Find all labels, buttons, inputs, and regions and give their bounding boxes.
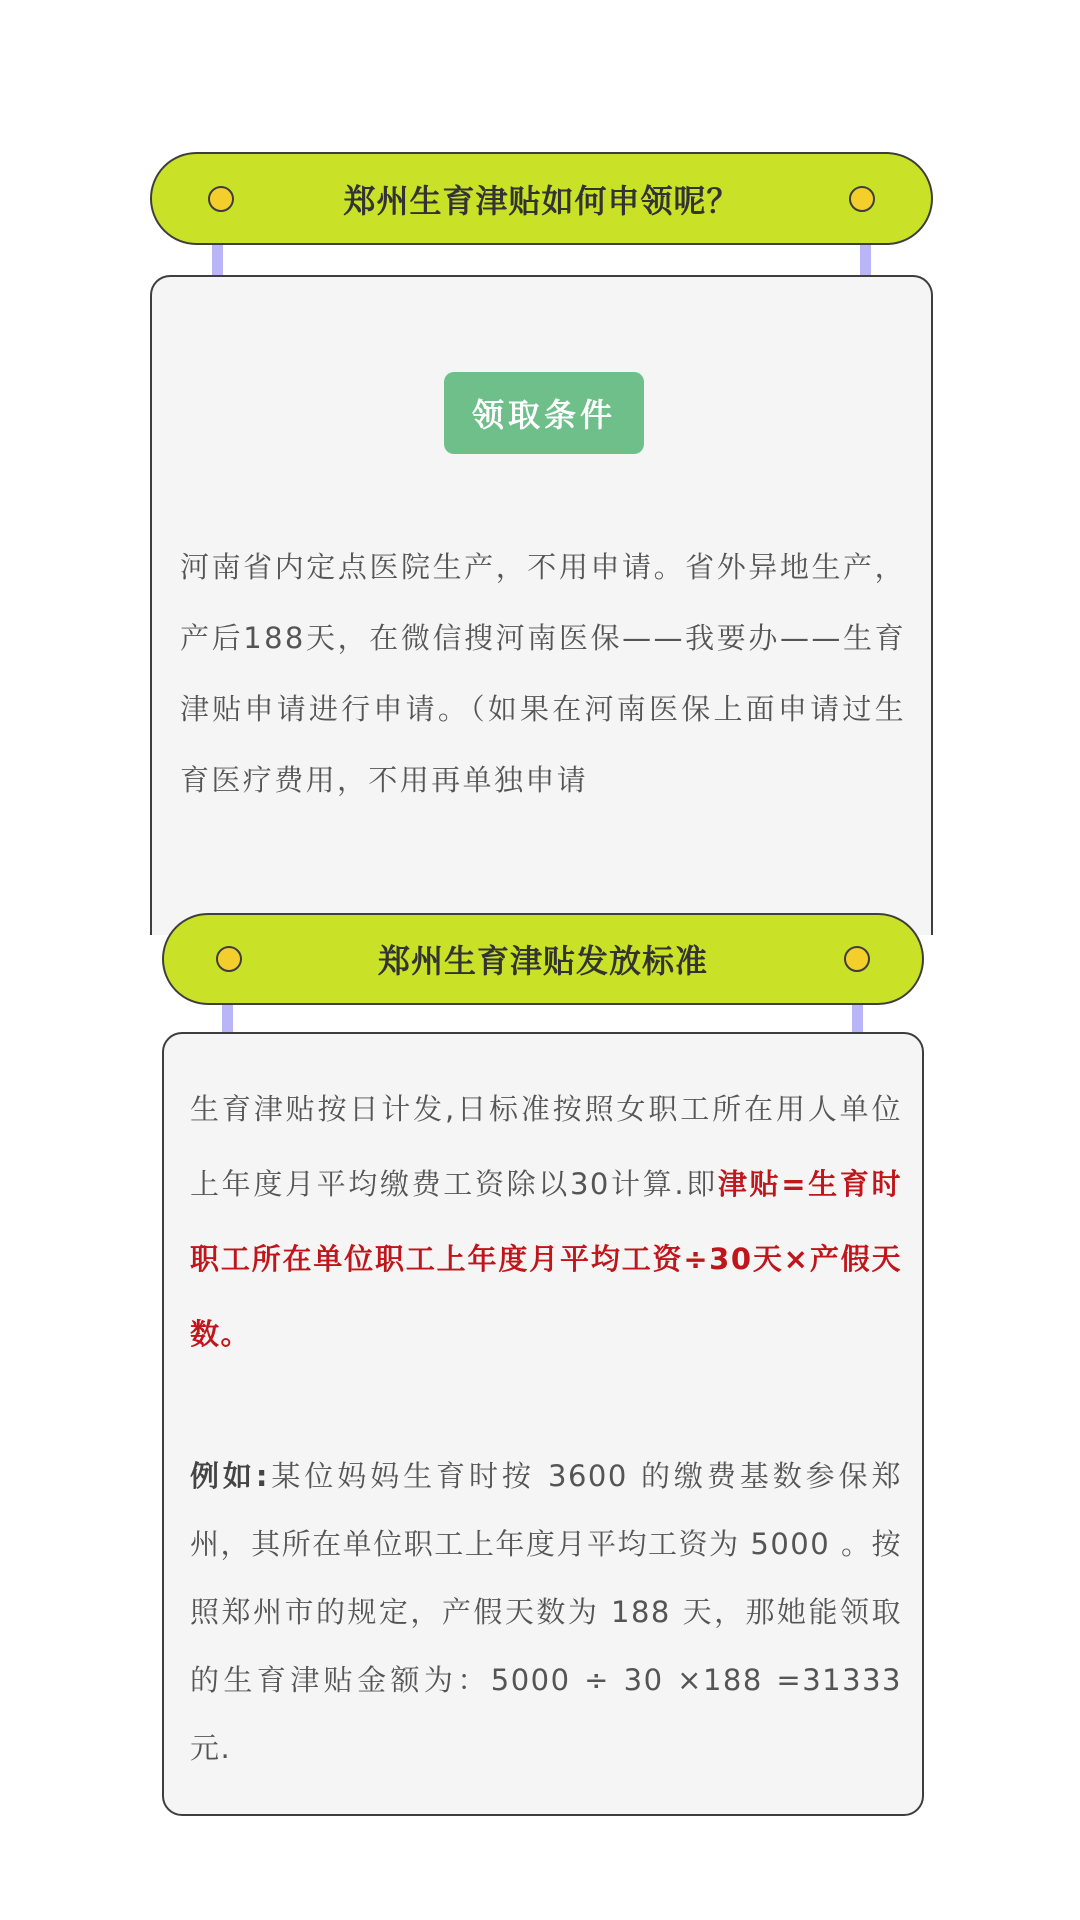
section2-title-banner <box>162 913 924 1005</box>
formula-intro: 生育津贴按日计发,日标准按照女职工所在用人单位上年度月平均缴费工资除以30计算.即 <box>190 1092 902 1201</box>
conditions-button[interactable]: 领取条件 <box>444 372 644 454</box>
section1-title: 郑州生育津贴如何申领呢？ <box>343 181 740 220</box>
section1-card <box>150 275 933 935</box>
section1-body-text: 河南省内定点医院生产，不用申请。省外异地生产，产后188天，在微信搜河南医保——我要办——生育津贴申请进行申请。（如果在河南医保上面申请过生育医疗费用，不用再单独申请 <box>180 550 906 797</box>
connector-left <box>222 1005 233 1035</box>
yellow-dot-icon <box>849 186 875 212</box>
yellow-dot-icon <box>208 186 234 212</box>
yellow-dot-icon <box>844 946 870 972</box>
formula-highlight: 津贴=生育时职工所在单位职工上年度月平均工资÷30天×产假天数。 <box>190 1167 902 1351</box>
section2-card <box>162 1032 924 1816</box>
yellow-dot-icon <box>216 946 242 972</box>
connector-right <box>852 1005 863 1035</box>
example-paragraph <box>190 1442 902 1782</box>
formula-paragraph <box>190 1072 902 1372</box>
connector-right <box>860 245 871 275</box>
section2-title: 郑州生育津贴发放标准 <box>377 942 708 980</box>
section1-title-banner <box>150 152 933 245</box>
example-lead: 例如: <box>190 1459 269 1493</box>
example-body: 某位妈妈生育时按 3600 的缴费基数参保郑州，其所在单位职工上年度月平均工资为 5000 。按照郑州市的规定，产假天数为 188 天，那她能领取的生育津贴金额为：5000 ÷ 30 ×188 =31333元. <box>190 1459 902 1765</box>
connector-left <box>212 245 223 275</box>
